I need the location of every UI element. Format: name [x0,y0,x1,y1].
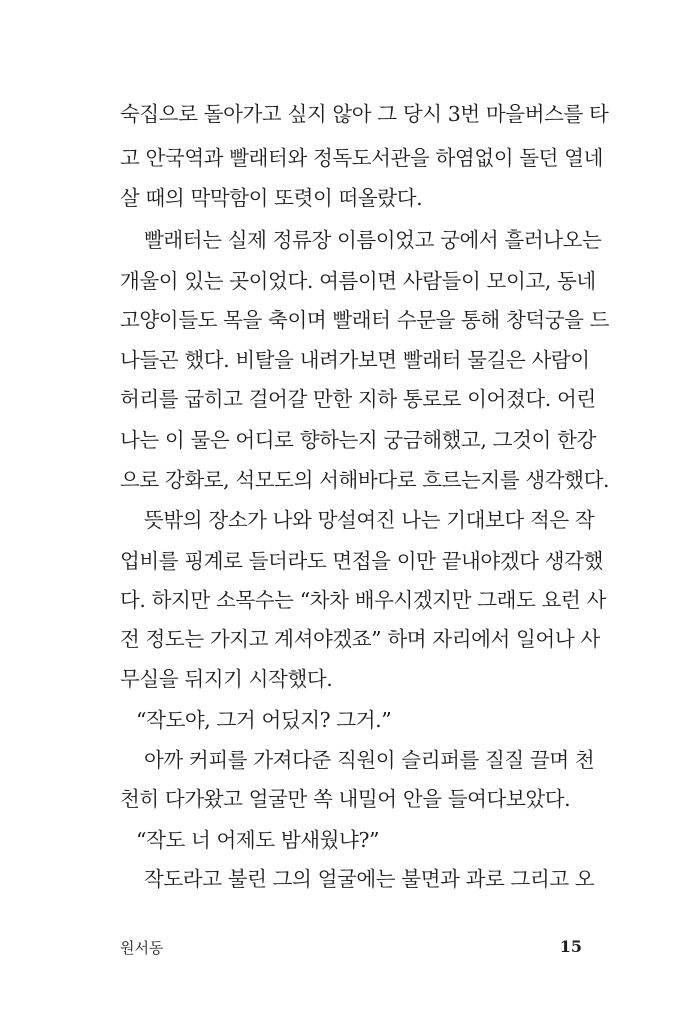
text-line: 무실을 뒤지기 시작했다. [120,667,333,691]
text-line: 개울이 있는 곳이었다. 여름이면 사람들이 모이고, 동네 [120,269,596,293]
text-line: 다. 하지만 소목수는 “차차 배우시겠지만 그래도 요런 사 [120,588,606,612]
text-line: 천히 다가왔고 얼굴만 쏙 내밀어 안을 들여다보았다. [120,787,571,811]
text-line: 고양이들도 목을 축이며 빨래터 수문을 통해 창덕궁을 드 [120,308,610,332]
running-footer-title: 원서동 [120,939,164,957]
text-line: 아까 커피를 가져다준 직원이 슬리퍼를 질질 끌며 천 [144,748,595,772]
text-line: 고 안국역과 빨래터와 정독도서관을 하염없이 돌던 열네 [120,146,603,170]
text-line: “작도야, 그거 어딨지? 그거.” [136,708,392,732]
text-line: 뜻밖의 장소가 나와 망설여진 나는 기대보다 적은 작 [144,508,595,532]
text-line: “작도 너 어제도 밤새웠냐?” [136,828,380,852]
text-line: 빨래터는 실제 정류장 이름이었고 궁에서 흘러나오는 [144,228,602,252]
text-line: 나들곤 했다. 비탈을 내려가보면 빨래터 물길은 사람이 [120,348,590,372]
text-line: 업비를 핑계로 들더라도 면접을 이만 끝내야겠다 생각했 [120,549,603,573]
text-line: 숙집으로 돌아가고 싶지 않아 그 당시 3번 마을버스를 타 [120,102,609,126]
page-number: 15 [559,937,582,956]
text-line: 나는 이 물은 어디로 향하는지 궁금해했고, 그것이 한강 [120,428,596,452]
text-line: 작도라고 불린 그의 얼굴에는 불면과 과로 그리고 오 [144,867,595,891]
text-line: 허리를 굽히고 걸어갈 만한 지하 통로로 이어졌다. 어린 [120,387,596,411]
text-line: 으로 강화로, 석모도의 서해바다로 흐르는지를 생각했다. [120,468,610,492]
text-line: 살 때의 막막함이 또렷이 떠올랐다. [120,186,423,210]
text-line: 전 정도는 가지고 계셔야겠죠” 하며 자리에서 일어나 사 [120,627,600,651]
